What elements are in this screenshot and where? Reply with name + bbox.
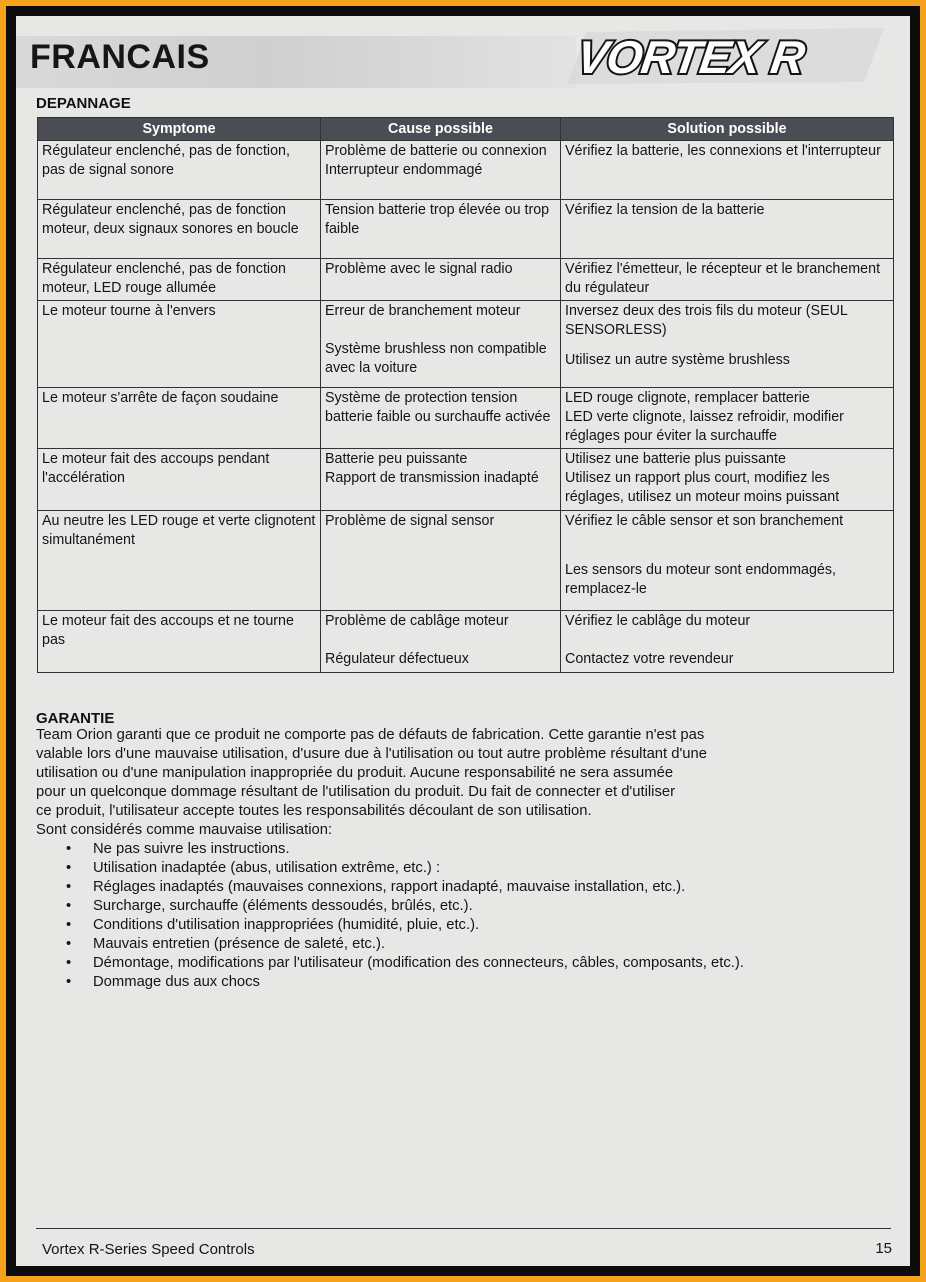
cause-text: Interrupteur endommagé	[325, 162, 483, 178]
troubleshooting-table	[37, 117, 894, 673]
bullet-icon: •	[66, 841, 72, 857]
list-item-text: Démontage, modifications par l'utilisateur (modification des connecteurs, câbles, composants, etc.).	[93, 955, 744, 971]
table-row	[38, 259, 894, 301]
cause-text: Système de protection tension batterie faible ou surchauffe activée	[325, 390, 551, 425]
cause-text: Problème de batterie ou connexion	[325, 143, 547, 159]
list-item	[36, 878, 876, 897]
solution-cell	[561, 388, 894, 449]
cause-text: Tension batterie trop élevée ou trop faible	[325, 202, 550, 237]
symptom-text: Le moteur tourne à l'envers	[42, 303, 216, 319]
solution-cell	[561, 141, 894, 200]
list-item-text: Conditions d'utilisation inappropriées (humidité, pluie, etc.).	[93, 917, 480, 933]
symptom-cell	[38, 141, 321, 200]
solution-text: Vérifiez le cablâge du moteur	[565, 613, 751, 629]
symptom-cell	[38, 200, 321, 259]
solution-text: Utilisez un rapport plus court, modifiez les réglages, utilisez un moteur moins puissant	[565, 470, 840, 505]
footer-title: Vortex R-Series Speed Controls	[42, 1241, 255, 1258]
bullet-icon: •	[66, 974, 72, 990]
page-number: 15	[875, 1240, 892, 1257]
bullet-icon: •	[66, 917, 72, 933]
cause-cell	[321, 200, 561, 259]
cause-cell	[321, 511, 561, 611]
cause-text: Problème de signal sensor	[325, 513, 495, 529]
solution-text: Vérifiez la batterie, les connexions et l'interrupteur	[565, 143, 881, 159]
symptom-cell	[38, 259, 321, 301]
symptom-text: Régulateur enclenché, pas de fonction, pas de signal sonore	[42, 143, 290, 178]
table-header-row	[38, 118, 894, 141]
warranty-line: valable lors d'une mauvaise utilisation, d'usure due à l'utilisation ou tout autre problème résultant d'une	[36, 746, 707, 762]
solution-text: Utilisez une batterie plus puissante	[565, 451, 786, 467]
symptom-cell	[38, 611, 321, 673]
cause-cell	[321, 611, 561, 673]
section-title-depannage: DEPANNAGE	[36, 95, 131, 112]
section-title-garantie: GARANTIE	[36, 710, 115, 727]
symptom-text: Le moteur s'arrête de façon soudaine	[42, 390, 279, 406]
warranty-line: utilisation ou d'une manipulation inappropriée du produit. Aucune responsabilité ne sera assumée	[36, 765, 674, 781]
bullet-icon: •	[66, 860, 72, 876]
list-item	[36, 973, 876, 992]
solution-text: Vérifiez l'émetteur, le récepteur et le branchement du régulateur	[565, 261, 881, 296]
warranty-line: Team Orion garanti que ce produit ne comporte pas de défauts de fabrication. Cette garantie n'est pas	[36, 727, 705, 743]
cause-text: Batterie peu puissante	[325, 451, 468, 467]
list-item	[36, 935, 876, 954]
table-row	[38, 200, 894, 259]
symptom-text: Au neutre les LED rouge et verte clignotent simultanément	[42, 513, 316, 548]
list-item-text: Réglages inadaptés (mauvaises connexions, rapport inadapté, mauvaise installation, etc.).	[93, 879, 686, 895]
language-title: FRANCAIS	[30, 38, 210, 76]
symptom-cell	[38, 449, 321, 511]
spacer	[565, 340, 889, 351]
solution-cell	[561, 611, 894, 673]
table-row	[38, 141, 894, 200]
solution-text: Inversez deux des trois fils du moteur (SEUL SENSORLESS)	[565, 303, 848, 338]
cause-cell	[321, 301, 561, 388]
column-header-solution: Solution possible	[561, 118, 894, 141]
table-row	[38, 301, 894, 388]
symptom-cell	[38, 301, 321, 388]
warranty-text	[36, 726, 876, 992]
bullet-icon: •	[66, 898, 72, 914]
cause-text: Régulateur défectueux	[325, 651, 469, 667]
list-item	[36, 840, 876, 859]
bullet-icon: •	[66, 879, 72, 895]
solution-text: LED rouge clignote, remplacer batterie	[565, 390, 810, 406]
cause-cell	[321, 449, 561, 511]
cause-text: Problème de cablâge moteur	[325, 613, 509, 629]
symptom-text: Le moteur fait des accoups pendant l'accélération	[42, 451, 270, 486]
table-row	[38, 611, 894, 673]
solution-text: LED verte clignote, laissez refroidir, modifier réglages pour éviter la surchauffe	[565, 409, 844, 444]
spacer	[325, 321, 556, 340]
column-header-cause: Cause possible	[321, 118, 561, 141]
spacer	[565, 631, 889, 650]
logo-text: VORTEX R	[573, 31, 808, 83]
list-item-text: Utilisation inadaptée (abus, utilisation extrême, etc.) :	[93, 860, 441, 876]
manual-page	[16, 16, 910, 1266]
symptom-cell	[38, 388, 321, 449]
solution-cell	[561, 200, 894, 259]
list-item	[36, 859, 876, 878]
solution-text: Contactez votre revendeur	[565, 651, 734, 667]
list-item	[36, 916, 876, 935]
cause-cell	[321, 141, 561, 200]
solution-cell	[561, 259, 894, 301]
bullet-icon: •	[66, 936, 72, 952]
cause-text: Système brushless non compatible avec la voiture	[325, 341, 547, 376]
list-item-text: Dommage dus aux chocs	[93, 974, 260, 990]
cause-cell	[321, 388, 561, 449]
cause-text: Erreur de branchement moteur	[325, 303, 521, 319]
solution-cell	[561, 511, 894, 611]
solution-cell	[561, 301, 894, 388]
list-item	[36, 954, 876, 973]
solution-text: Utilisez un autre système brushless	[565, 352, 790, 368]
symptom-text: Régulateur enclenché, pas de fonction moteur, LED rouge allumée	[42, 261, 287, 296]
warranty-line: ce produit, l'utilisateur accepte toutes les responsabilités découlant de son utilisation.	[36, 803, 592, 819]
table-row	[38, 511, 894, 611]
cause-text: Problème avec le signal radio	[325, 261, 513, 277]
cause-text: Rapport de transmission inadapté	[325, 470, 539, 486]
solution-cell	[561, 449, 894, 511]
warranty-line: Sont considérés comme mauvaise utilisation:	[36, 822, 333, 838]
solution-text: Vérifiez la tension de la batterie	[565, 202, 765, 218]
list-item-text: Ne pas suivre les instructions.	[93, 841, 290, 857]
bullet-icon: •	[66, 955, 72, 971]
column-header-symptom: Symptome	[38, 118, 321, 141]
vortex-r-logo	[564, 24, 900, 86]
solution-text: Vérifiez le câble sensor et son branchement	[565, 513, 844, 529]
misuse-list	[36, 840, 876, 992]
footer-divider	[36, 1228, 891, 1229]
spacer	[325, 631, 556, 650]
list-item	[36, 897, 876, 916]
cause-cell	[321, 259, 561, 301]
solution-text: Les sensors du moteur sont endommagés, remplacez-le	[565, 562, 836, 597]
list-item-text: Mauvais entretien (présence de saleté, etc.).	[93, 936, 385, 952]
symptom-cell	[38, 511, 321, 611]
spacer	[565, 531, 889, 561]
table-row	[38, 449, 894, 511]
warranty-line: pour un quelconque dommage résultant de l'utilisation du produit. Du fait de connecter et d'utiliser	[36, 784, 676, 800]
list-item-text: Surcharge, surchauffe (éléments dessoudés, brûlés, etc.).	[93, 898, 473, 914]
symptom-text: Le moteur fait des accoups et ne tourne pas	[42, 613, 294, 648]
symptom-text: Régulateur enclenché, pas de fonction moteur, deux signaux sonores en boucle	[42, 202, 299, 237]
table-row	[38, 388, 894, 449]
